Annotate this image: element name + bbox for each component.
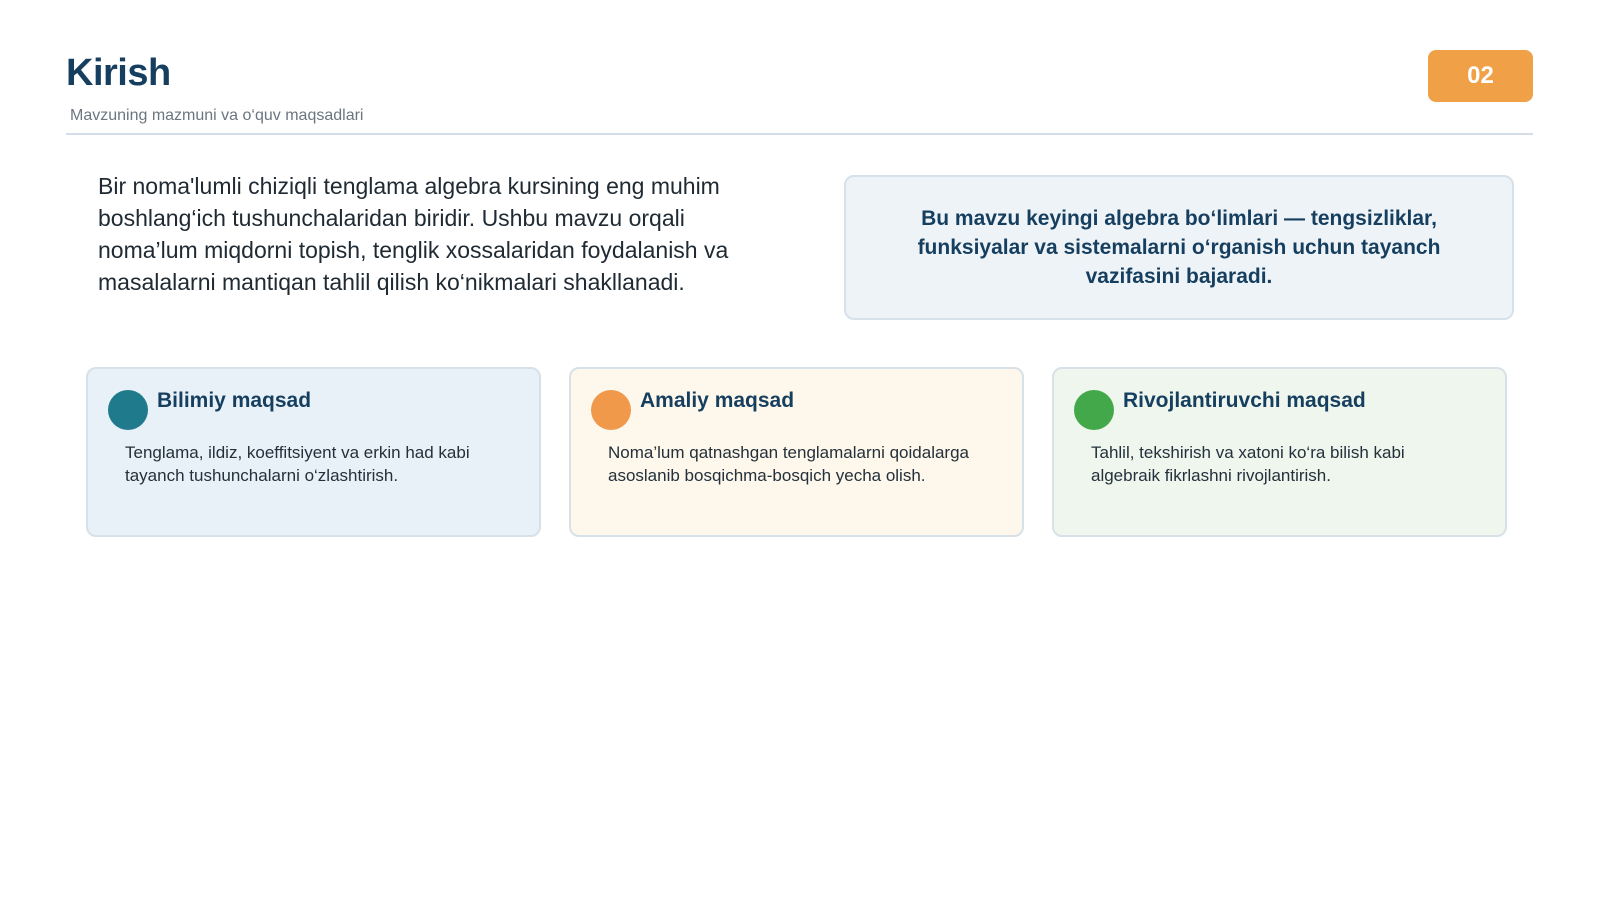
header-divider: [66, 133, 1533, 135]
callout-text: Bu mavzu keyingi algebra bo‘limlari — tengsizliklar, funksiyalar va sistemalarni o‘rganish uchun tayanch vazifasini bajaradi.: [917, 207, 1441, 288]
goal-card-title: Rivojlantiruvchi maqsad: [1123, 389, 1366, 412]
goal-card-developmental: [1052, 367, 1507, 537]
goal-card-title: Amaliy maqsad: [640, 389, 795, 412]
goal-card-text: Tenglama, ildiz, koeffitsiyent va erkin had kabi tayanch tushunchalarni o‘zlashtirish.: [125, 443, 470, 485]
intro-paragraph: Bir noma'lumli chiziqli tenglama algebra kursining eng muhim boshlang‘ich tushunchalaridan biridir. Ushbu mavzu orqali noma’lum miqdorni topish, tenglik xossalaridan foydalanish va masalalarni mantiqan tahlil qilish ko‘nikmalari shakllanadi.: [98, 173, 729, 295]
goal-card-text: Noma’lum qatnashgan tenglamalarni qoidalarga asoslanib bosqichma-bosqich yecha olish.: [608, 443, 970, 485]
teal-circle-icon: [108, 390, 148, 430]
orange-circle-icon: [591, 390, 631, 430]
page-number-badge: 02: [1428, 50, 1533, 102]
goal-card-text: Tahlil, tekshirish va xatoni ko‘ra bilish kabi algebraik fikrlashni rivojlantirish.: [1091, 443, 1405, 485]
green-circle-icon: [1074, 390, 1114, 430]
goal-card-title: Bilimiy maqsad: [157, 389, 312, 412]
page-subtitle: Mavzuning mazmuni va o‘quv maqsadlari: [70, 107, 364, 124]
callout-box: [844, 175, 1514, 320]
goal-card-scientific: [86, 367, 541, 537]
page-title: Kirish: [66, 52, 171, 94]
goal-card-practical: [569, 367, 1024, 537]
